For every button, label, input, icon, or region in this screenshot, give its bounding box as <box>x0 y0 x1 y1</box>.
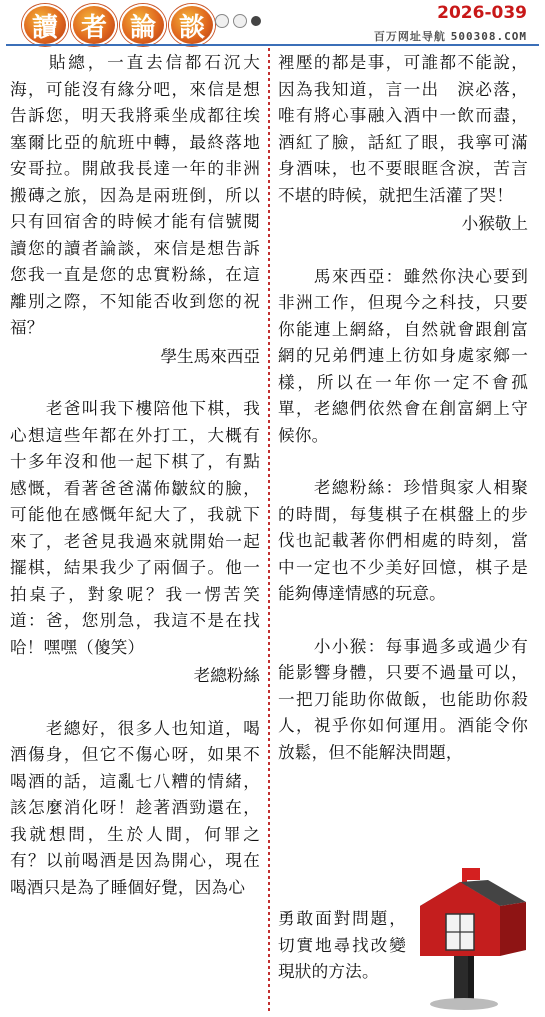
site-domain: 500308.COM <box>450 30 527 43</box>
reply-paragraph: 老總粉絲：珍惜與家人相聚的時間，每隻棋子在棋盤上的步伐也記載著你們相處的時刻，當中一定也不少美好回憶，棋子是能夠傳達情感的玩意。 <box>278 478 528 603</box>
title-char: 者 <box>71 4 117 46</box>
letter-signature: 小猴敬上 <box>461 214 528 233</box>
letter-signature: 學生馬來西亞 <box>160 346 260 366</box>
issue-number: 2026-039 <box>437 3 527 23</box>
red-mailbox-icon <box>402 862 532 1012</box>
right-column <box>278 50 528 766</box>
circle-icon <box>215 14 229 28</box>
decorative-dots <box>215 14 261 28</box>
letter-paragraph: 貼總，一直去信都石沉大海，可能沒有緣分吧，來信是想告訴您，明天我將乘坐成都往埃塞爾比亞的航班中轉，最終落地安哥拉。開啟我長達一年的非洲搬磚之旅，因為是兩班倒，所以只有回宿舍的時候才能有信號閱讀您的讀者論談，來信是想告訴您我一直是您的忠實粉絲，在這離別之際，不知能否收到您的祝福？ <box>10 53 260 337</box>
title-char: 讀 <box>22 4 68 46</box>
reply-tail-block <box>278 906 406 986</box>
header <box>0 0 545 46</box>
title-char: 談 <box>169 4 215 46</box>
left-column <box>10 50 260 901</box>
letter-paragraph: 裡壓的都是事，可誰都不能說，因為我知道，言一出 淚必落，唯有將心事融入酒中一飲而盡，酒紅了臉，話紅了眼，我寧可滿身酒味，也不要眼眶含淚，苦言不堪的時候，就把生活灌了哭！ <box>278 53 528 205</box>
letter-signature: 老總粉絲 <box>193 666 260 685</box>
site-caption <box>374 28 527 44</box>
dot-icon <box>251 16 261 26</box>
letter-paragraph: 老爸叫我下樓陪他下棋，我心想這些年都在外打工，大概有十多年沒和他一起下棋了，有點感慨，看著爸爸滿佈皺紋的臉，可能他在感慨年紀大了，我就下來了，老爸見我過來就開始一起擺棋，結果我少了兩個子。他一拍桌子，對象呢？我一愣苦笑道：爸，您別急，我這不是在找哈！嘿嘿（傻笑） <box>10 399 260 657</box>
circle-icon <box>233 14 247 28</box>
title-char: 論 <box>120 4 166 46</box>
reply-paragraph-tail: 勇敢面對問題，切實地尋找改變現狀的方法。 <box>278 909 406 981</box>
header-rule <box>6 44 539 46</box>
page-title <box>22 4 215 46</box>
reply-paragraph: 馬來西亞：雖然你決心要到非洲工作，但現今之科技，只要你能連上網絡，自然就會跟創富網的兄弟們連上彷如身處家鄉一樣，所以在一年你一定不會孤單，老總們依然會在創富網上守候你。 <box>278 266 528 445</box>
site-label: 百万网址导航 <box>373 30 446 43</box>
reply-paragraph: 小小猴：每事過多或過少有能影響身體，只要不過量可以，一把刀能助你做飯，也能助你殺人，視乎你如何運用。酒能令你放鬆，但不能解決問題， <box>278 636 528 762</box>
column-divider <box>268 48 270 1012</box>
letter-paragraph: 老總好，很多人也知道，喝酒傷身，但它不傷心呀，如果不喝酒的話，這亂七八糟的情緒，該怎麼消化呀！趁著酒勁還在，我就想問，生於人間，何罪之有？以前喝酒是因為開心，現在喝酒只是為了睡個好覺，因為心 <box>10 718 260 897</box>
